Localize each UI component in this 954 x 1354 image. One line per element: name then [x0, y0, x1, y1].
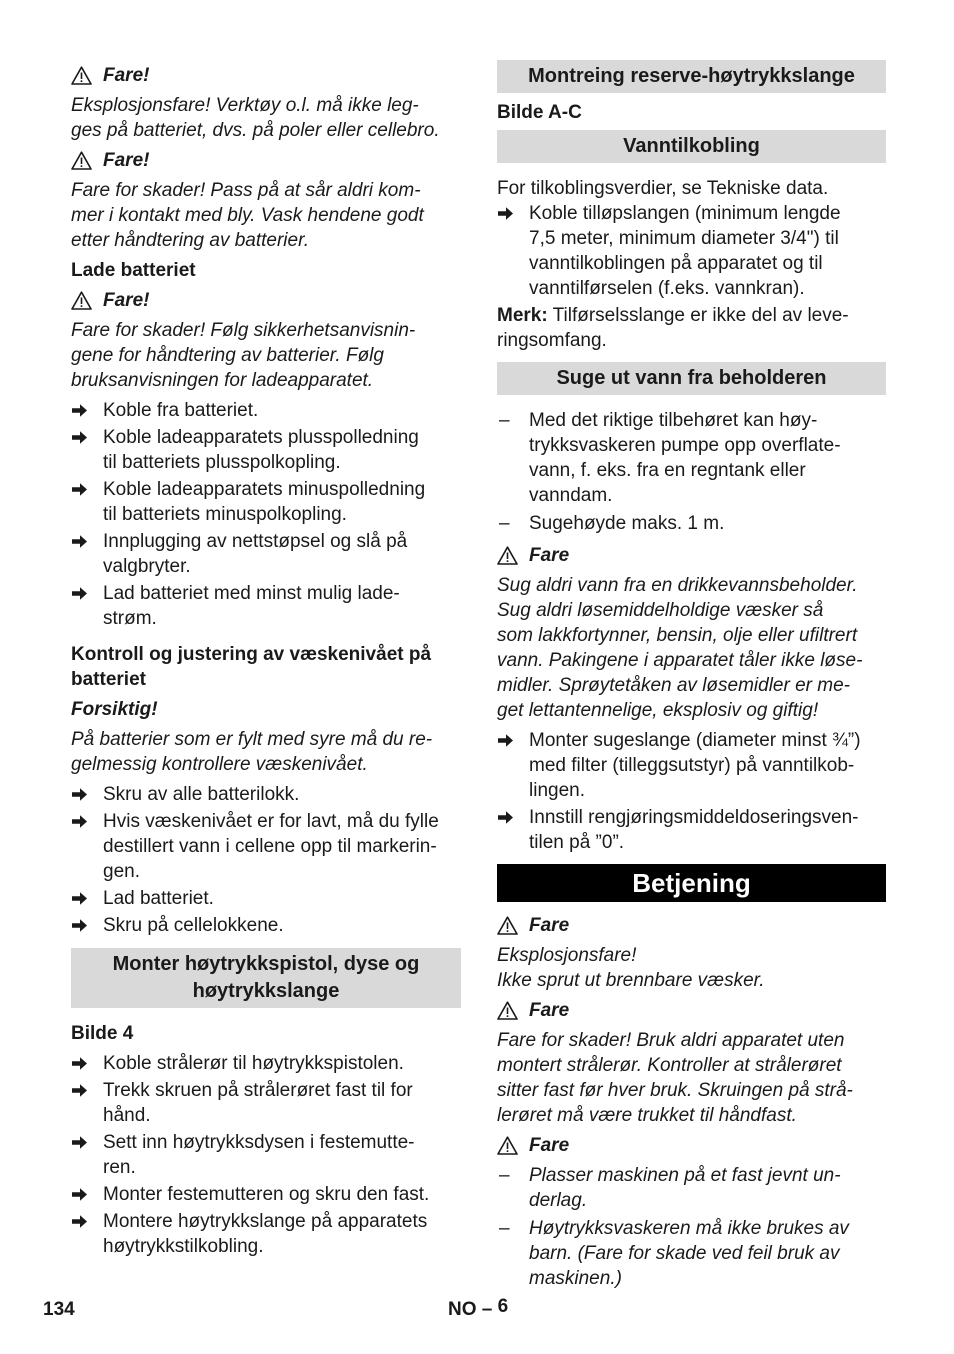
- text-line: Med det riktige tilbehøret kan høy-: [529, 410, 818, 431]
- right-column: [497, 60, 886, 1298]
- arrow-right-icon: [71, 814, 88, 829]
- dash-item: [497, 1163, 886, 1213]
- step-text: [529, 728, 886, 803]
- arrow-right-icon: [497, 733, 514, 748]
- step-text: [103, 1078, 461, 1128]
- text-line: Fare for skader! Bruk aldri apparatet uten: [497, 1030, 845, 1051]
- dash-text: [529, 1163, 886, 1213]
- warning-triangle-icon: [71, 151, 92, 170]
- text-line: strøm.: [103, 608, 157, 629]
- step-text: [103, 398, 461, 423]
- arrow-bullet: [497, 201, 529, 301]
- arrow-right-icon: [71, 918, 88, 933]
- text-line: destillert vann i cellene opp til markerin-: [103, 836, 437, 857]
- heading-lade-batteriet: Lade batteriet: [71, 260, 196, 281]
- language-page-label: NO – 6: [448, 1296, 509, 1320]
- arrow-bullet: [71, 1130, 103, 1180]
- warning-title: Fare!: [103, 150, 150, 171]
- arrow-bullet: [71, 1051, 103, 1076]
- note-label: Merk:: [497, 305, 548, 326]
- warning-betjening-2: [497, 998, 886, 1023]
- step-text: [103, 529, 461, 579]
- arrow-bullet: [71, 1182, 103, 1207]
- warning-text: [71, 178, 461, 253]
- arrow-right-icon: [71, 482, 88, 497]
- text-line: På batterier som er fylt med syre må du re-: [71, 729, 433, 750]
- arrow-bullet: [71, 581, 103, 631]
- arrow-bullet: [71, 809, 103, 884]
- arrow-bullet: [71, 425, 103, 475]
- dash-bullet: –: [499, 1218, 510, 1239]
- text-line: montert strålerør. Kontroller at strålerøret: [497, 1055, 842, 1076]
- arrow-right-icon: [71, 534, 88, 549]
- left-column: [71, 60, 461, 1266]
- text-line: Montere høytrykkslange på apparatets: [103, 1211, 428, 1232]
- text-line: høytrykkstilkobling.: [103, 1236, 264, 1257]
- arrow-right-icon: [497, 206, 514, 221]
- dash-bullet: –: [499, 513, 510, 534]
- arrow-bullet: [71, 1078, 103, 1128]
- vann-intro: For tilkoblingsverdier, se Tekniske data.: [497, 178, 829, 199]
- warning-betjening-3: [497, 1133, 886, 1158]
- text-line: Skru på cellelokkene.: [103, 915, 284, 936]
- warning-title: Fare!: [103, 290, 150, 311]
- text-line: Trekk skruen på strålerøret fast til for: [103, 1080, 413, 1101]
- chapter-betjening: Betjening: [497, 864, 886, 902]
- caution-title: Forsiktig!: [71, 699, 158, 720]
- warning-suge: [497, 543, 886, 568]
- text-line: hånd.: [103, 1105, 151, 1126]
- page-number: 134: [43, 1299, 75, 1320]
- text-line: get lettantennelige, eksplosiv og giftig!: [497, 700, 819, 721]
- dash-item: [497, 408, 886, 508]
- arrow-bullet: [71, 913, 103, 938]
- text-line: Ikke sprut ut brennbare væsker.: [497, 970, 765, 991]
- text-line: vann, f. eks. fra en regntank eller: [529, 460, 806, 481]
- figure-ref: Bilde 4: [71, 1023, 134, 1044]
- text-line: vann. Pakingene i apparatet tåler ikke løse-: [497, 650, 863, 671]
- text-line: Koble strålerør til høytrykkspistolen.: [103, 1053, 404, 1074]
- text-line: bruksanvisningen for ladeapparatet.: [71, 370, 374, 391]
- warning-lead: [71, 148, 461, 173]
- text-line: til batteriets minuspolkopling.: [103, 504, 347, 525]
- dash-bullet: –: [499, 1165, 510, 1186]
- arrow-right-icon: [71, 787, 88, 802]
- text-line: Lad batteriet med minst mulig lade-: [103, 583, 400, 604]
- arrow-bullet: [497, 805, 529, 855]
- arrow-right-icon: [71, 430, 88, 445]
- dash-item: [497, 1216, 886, 1291]
- text-line: gen.: [103, 861, 140, 882]
- dash-item: [497, 511, 886, 536]
- text-line: barn. (Fare for skade ved feil bruk av: [529, 1243, 840, 1264]
- step-item: [71, 477, 461, 527]
- arrow-right-icon: [71, 1083, 88, 1098]
- warning-text: [71, 318, 461, 393]
- text-line: lingen.: [529, 780, 585, 801]
- step-item: [71, 1182, 461, 1207]
- text-line: Plasser maskinen på et fast jevnt un-: [529, 1165, 841, 1186]
- arrow-right-icon: [71, 1135, 88, 1150]
- text-line: Monter høytrykkspistol, dyse og: [112, 953, 420, 975]
- text-line: gelmessig kontrollere væskenivået.: [71, 754, 368, 775]
- arrow-bullet: [71, 477, 103, 527]
- warning-title: Fare!: [103, 65, 150, 86]
- section-band-suge: Suge ut vann fra beholderen: [497, 362, 886, 395]
- dash-text: [529, 408, 886, 508]
- text-line: Monter festemutteren og skru den fast.: [103, 1184, 430, 1205]
- warning-explosion: [71, 63, 461, 88]
- step-text: [103, 425, 461, 475]
- text-line: Sug aldri vann fra en drikkevannsbeholder.: [497, 575, 858, 596]
- text-line: mer i kontakt med bly. Vask hendene godt: [71, 205, 424, 226]
- text-line: Koble tilløpslangen (minimum lengde: [529, 203, 841, 224]
- text-line: Sugehøyde maks. 1 m.: [529, 513, 725, 534]
- step-item: [497, 201, 886, 301]
- text-line: maskinen.): [529, 1268, 622, 1289]
- step-text: [103, 477, 461, 527]
- text-line: Koble fra batteriet.: [103, 400, 259, 421]
- arrow-bullet: [497, 728, 529, 803]
- step-text: [103, 581, 461, 631]
- text-line: Høytrykksvaskeren må ikke brukes av: [529, 1218, 849, 1239]
- text-line: med filter (tilleggsutstyr) på vanntilkob-: [529, 755, 855, 776]
- warning-triangle-icon: [497, 916, 518, 935]
- text-line: Innplugging av nettstøpsel og slå på: [103, 531, 408, 552]
- warning-text: [497, 573, 886, 723]
- text-line: til batteriets plusspolkopling.: [103, 452, 341, 473]
- arrow-right-icon: [71, 1056, 88, 1071]
- step-item: [71, 1051, 461, 1076]
- heading-kontroll: [71, 642, 461, 692]
- text-line: Hvis væskenivået er for lavt, må du fylle: [103, 811, 439, 832]
- text-line: Kontroll og justering av væskenivået på: [71, 644, 432, 665]
- step-text: [103, 1051, 461, 1076]
- text-line: vanndam.: [529, 485, 613, 506]
- warning-triangle-icon: [71, 291, 92, 310]
- text-line: Innstill rengjøringsmiddeldoseringsven-: [529, 807, 859, 828]
- text-line: derlag.: [529, 1190, 588, 1211]
- step-item: [71, 1078, 461, 1128]
- warning-triangle-icon: [497, 1001, 518, 1020]
- warning-title: Fare: [529, 545, 570, 566]
- step-text: [529, 201, 886, 301]
- arrow-right-icon: [71, 1214, 88, 1229]
- step-item: [497, 728, 886, 803]
- arrow-bullet: [71, 886, 103, 911]
- warning-text: [497, 943, 886, 993]
- warning-triangle-icon: [71, 66, 92, 85]
- warning-title: Fare: [529, 915, 570, 936]
- text-line: Fare for skader! Pass på at sår aldri kom-: [71, 180, 421, 201]
- warning-text: [497, 1028, 886, 1128]
- step-item: [71, 913, 461, 938]
- text-line: trykksvaskeren pumpe opp overflate-: [529, 435, 841, 456]
- step-text: [103, 1182, 461, 1207]
- text-line: gene for håndtering av batterier. Følg: [71, 345, 384, 366]
- text-line: midler. Sprøytetåken av løsemidler er me-: [497, 675, 851, 696]
- text-line: 7,5 meter, minimum diameter 3/4") til: [529, 228, 839, 249]
- caution-text: [71, 727, 461, 777]
- step-item: [71, 782, 461, 807]
- text-line: Sug aldri løsemiddelholdige væsker så: [497, 600, 824, 621]
- arrow-right-icon: [71, 1187, 88, 1202]
- arrow-bullet: [71, 782, 103, 807]
- text-line: Lad batteriet.: [103, 888, 214, 909]
- step-item: [71, 886, 461, 911]
- warning-title: Fare: [529, 1000, 570, 1021]
- text-line: lerøret må være trukket til håndfast.: [497, 1105, 797, 1126]
- text-line: ges på batteriet, dvs. på poler eller cellebro.: [71, 120, 440, 141]
- step-text: [103, 886, 461, 911]
- text-line: vanntilførselen (f.eks. vannkran).: [529, 278, 805, 299]
- step-text: [103, 913, 461, 938]
- step-item: [71, 809, 461, 884]
- text-line: etter håndtering av batterier.: [71, 230, 309, 251]
- step-text: [103, 809, 461, 884]
- text-line: Koble ladeapparatets minuspolledning: [103, 479, 426, 500]
- text-line: høytrykkslange: [192, 980, 340, 1002]
- text-line: Monter sugeslange (diameter minst ¾”): [529, 730, 861, 751]
- text-line: vanntilkoblingen på apparatet og til: [529, 253, 823, 274]
- step-text: [529, 805, 886, 855]
- arrow-bullet: [71, 529, 103, 579]
- warning-charging: [71, 288, 461, 313]
- text-line: valgbryter.: [103, 556, 191, 577]
- text-line: Sett inn høytrykksdysen i festemutte-: [103, 1132, 415, 1153]
- text-line: Eksplosjonsfare! Verktøy o.l. må ikke leg-: [71, 95, 419, 116]
- arrow-bullet: [71, 398, 103, 423]
- note-text: Tilførselsslange er ikke del av leve-: [547, 305, 849, 326]
- figure-ref: Bilde A-C: [497, 102, 582, 123]
- step-item: [71, 425, 461, 475]
- step-text: [103, 782, 461, 807]
- warning-title: Fare: [529, 1135, 570, 1156]
- dash-text: [529, 1216, 886, 1291]
- text-line: batteriet: [71, 669, 146, 690]
- arrow-right-icon: [71, 586, 88, 601]
- text-line: Fare for skader! Følg sikkerhetsanvisnin-: [71, 320, 416, 341]
- arrow-right-icon: [71, 891, 88, 906]
- text-line: Skru av alle batterilokk.: [103, 784, 300, 805]
- section-band-vanntilkobling: Vanntilkobling: [497, 130, 886, 163]
- arrow-right-icon: [71, 403, 88, 418]
- note-text: ringsomfang.: [497, 330, 607, 351]
- warning-text: [71, 93, 461, 143]
- arrow-bullet: [71, 1209, 103, 1259]
- dash-bullet: –: [499, 410, 510, 431]
- warning-triangle-icon: [497, 546, 518, 565]
- step-item: [71, 1130, 461, 1180]
- step-item: [71, 398, 461, 423]
- step-text: [103, 1130, 461, 1180]
- text-line: som lakkfortynner, bensin, olje eller ufiltrert: [497, 625, 858, 646]
- step-item: [71, 1209, 461, 1259]
- section-band-monter: [71, 948, 461, 1008]
- text-line: tilen på ”0”.: [529, 832, 625, 853]
- warning-triangle-icon: [497, 1136, 518, 1155]
- dash-text: [529, 511, 886, 536]
- section-band-reserve: Montreing reserve-høytrykkslange: [497, 60, 886, 93]
- step-item: [497, 805, 886, 855]
- text-line: Koble ladeapparatets plusspolledning: [103, 427, 419, 448]
- step-text: [103, 1209, 461, 1259]
- text-line: Eksplosjonsfare!: [497, 945, 637, 966]
- warning-betjening-1: [497, 913, 886, 938]
- arrow-right-icon: [497, 810, 514, 825]
- step-item: [71, 529, 461, 579]
- step-item: [71, 581, 461, 631]
- text-line: ren.: [103, 1157, 136, 1178]
- note-merk: [497, 303, 886, 353]
- text-line: sitter fast før hver bruk. Skruingen på strå-: [497, 1080, 853, 1101]
